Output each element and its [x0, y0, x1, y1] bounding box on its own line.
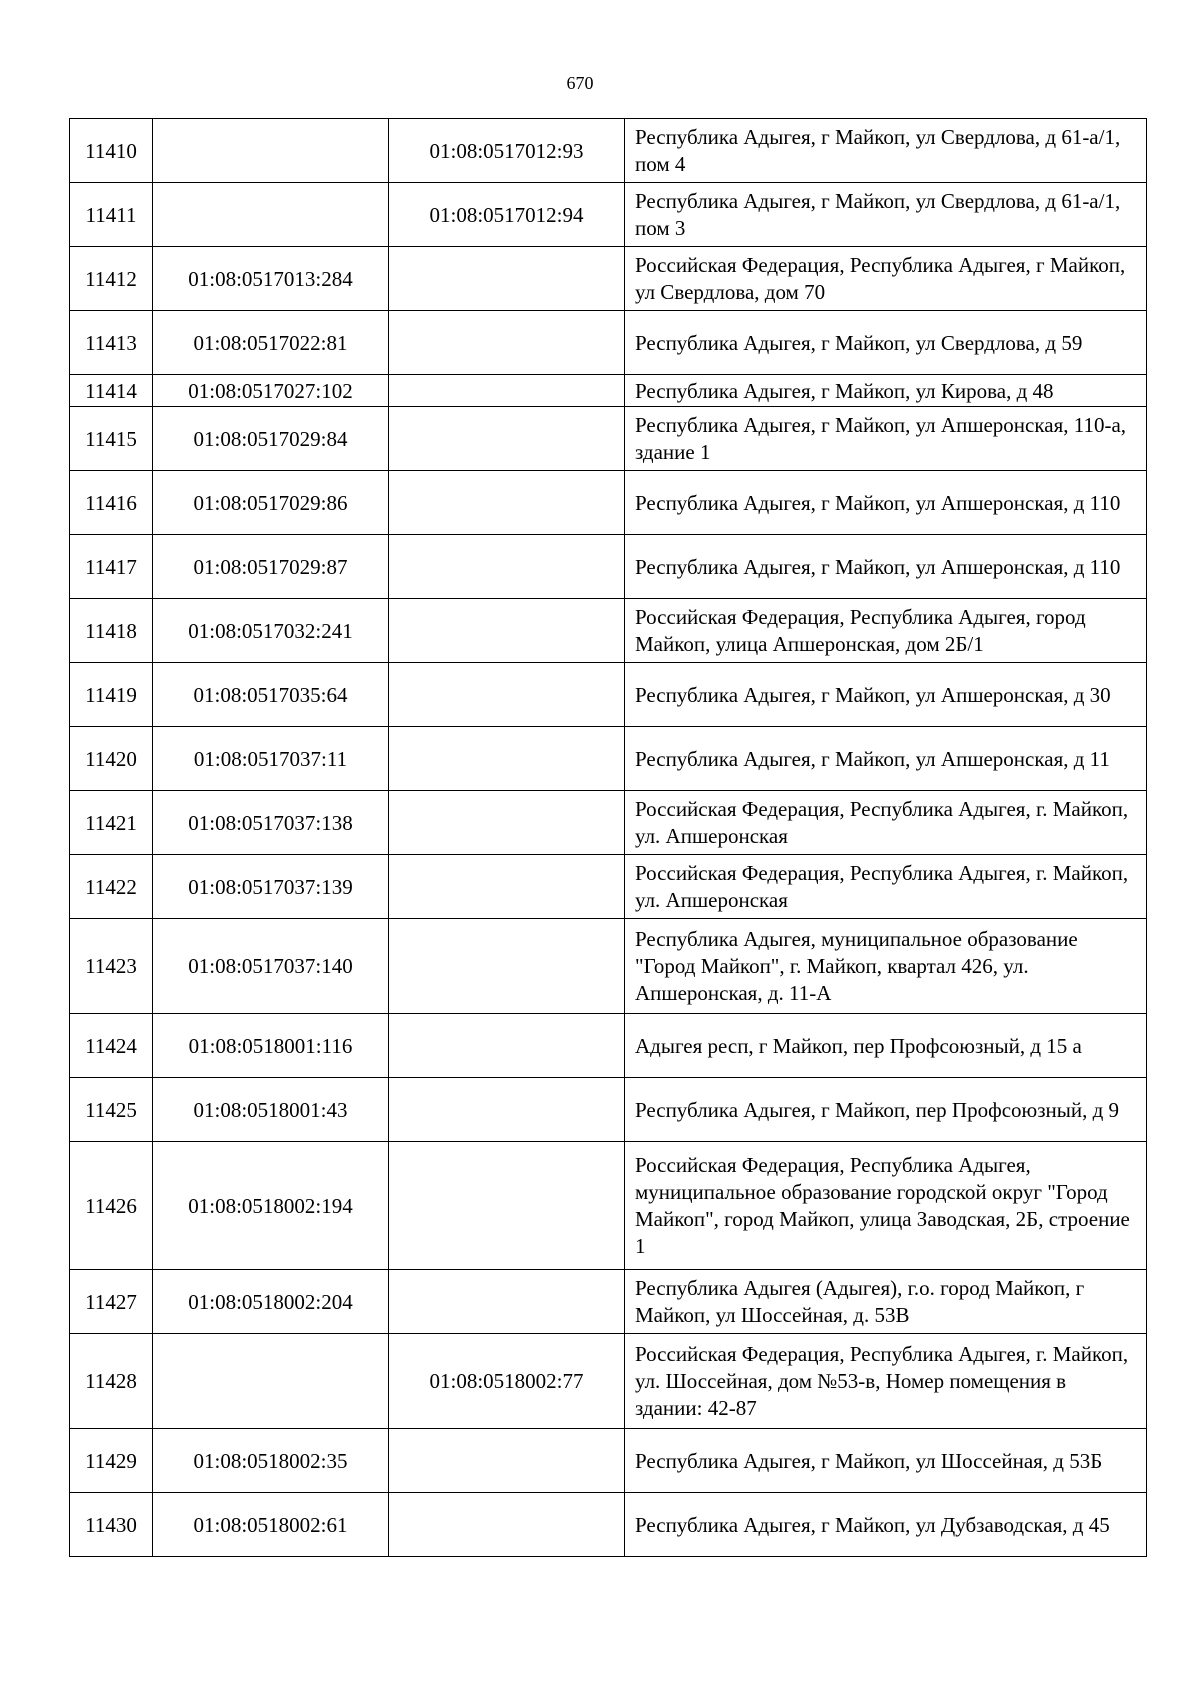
table-row — [70, 119, 1147, 183]
address-cell: Республика Адыгея, г Майкоп, ул Апшеронская, д 110 — [625, 535, 1147, 599]
row-number-cell: 11423 — [70, 919, 153, 1014]
cadastral-number-cell: 01:08:0518001:43 — [153, 1078, 389, 1142]
address-cell: Республика Адыгея, г Майкоп, ул Апшеронская, д 11 — [625, 727, 1147, 791]
address-cell: Республика Адыгея (Адыгея), г.о. город Майкоп, г Майкоп, ул Шоссейная, д. 53В — [625, 1270, 1147, 1334]
table-row — [70, 791, 1147, 855]
table-row — [70, 855, 1147, 919]
row-number-cell: 11415 — [70, 407, 153, 471]
address-cell: Российская Федерация, Республика Адыгея, город Майкоп, улица Апшеронская, дом 2Б/1 — [625, 599, 1147, 663]
premises-number-cell — [389, 407, 625, 471]
address-cell: Республика Адыгея, г Майкоп, ул Свердлова, д 61-а/1, пом 4 — [625, 119, 1147, 183]
row-number-cell: 11424 — [70, 1014, 153, 1078]
cadastral-number-cell: 01:08:0517037:140 — [153, 919, 389, 1014]
cadastral-number-cell: 01:08:0518002:35 — [153, 1429, 389, 1493]
premises-number-cell — [389, 1429, 625, 1493]
premises-number-cell — [389, 1078, 625, 1142]
table-row — [70, 375, 1147, 407]
row-number-cell: 11425 — [70, 1078, 153, 1142]
table-row — [70, 1429, 1147, 1493]
row-number-cell: 11426 — [70, 1142, 153, 1270]
premises-number-cell — [389, 663, 625, 727]
cadastral-number-cell: 01:08:0517037:139 — [153, 855, 389, 919]
address-cell: Адыгея респ, г Майкоп, пер Профсоюзный, д 15 а — [625, 1014, 1147, 1078]
row-number-cell: 11427 — [70, 1270, 153, 1334]
row-number-cell: 11414 — [70, 375, 153, 407]
address-cell: Республика Адыгея, г Майкоп, ул Кирова, д 48 — [625, 375, 1147, 407]
table-row — [70, 1142, 1147, 1270]
row-number-cell: 11419 — [70, 663, 153, 727]
cadastral-number-cell: 01:08:0517022:81 — [153, 311, 389, 375]
registry-table — [69, 118, 1147, 1557]
premises-number-cell: 01:08:0517012:93 — [389, 119, 625, 183]
cadastral-number-cell: 01:08:0517029:84 — [153, 407, 389, 471]
row-number-cell: 11418 — [70, 599, 153, 663]
table-row — [70, 535, 1147, 599]
cadastral-number-cell — [153, 1334, 389, 1429]
table-row — [70, 1493, 1147, 1557]
cadastral-number-cell — [153, 183, 389, 247]
table-row — [70, 599, 1147, 663]
row-number-cell: 11430 — [70, 1493, 153, 1557]
cadastral-number-cell — [153, 119, 389, 183]
cadastral-number-cell: 01:08:0517027:102 — [153, 375, 389, 407]
cadastral-number-cell: 01:08:0517037:138 — [153, 791, 389, 855]
address-cell: Республика Адыгея, г Майкоп, ул Апшеронская, д 110 — [625, 471, 1147, 535]
table-row — [70, 247, 1147, 311]
cadastral-number-cell: 01:08:0517037:11 — [153, 727, 389, 791]
address-cell: Российская Федерация, Республика Адыгея, г. Майкоп, ул. Апшеронская — [625, 791, 1147, 855]
address-cell: Республика Адыгея, г Майкоп, ул Апшеронская, д 30 — [625, 663, 1147, 727]
cadastral-number-cell: 01:08:0517035:64 — [153, 663, 389, 727]
row-number-cell: 11413 — [70, 311, 153, 375]
premises-number-cell — [389, 599, 625, 663]
cadastral-number-cell: 01:08:0518001:116 — [153, 1014, 389, 1078]
table-row — [70, 407, 1147, 471]
table-row — [70, 183, 1147, 247]
row-number-cell: 11411 — [70, 183, 153, 247]
address-cell: Республика Адыгея, г Майкоп, ул Свердлова, д 61-а/1, пом 3 — [625, 183, 1147, 247]
address-cell: Республика Адыгея, г Майкоп, ул Шоссейная, д 53Б — [625, 1429, 1147, 1493]
row-number-cell: 11417 — [70, 535, 153, 599]
premises-number-cell — [389, 919, 625, 1014]
premises-number-cell — [389, 535, 625, 599]
table-row — [70, 1334, 1147, 1429]
address-cell: Республика Адыгея, г Майкоп, ул Свердлова, д 59 — [625, 311, 1147, 375]
page-number: 670 — [566, 73, 594, 93]
row-number-cell: 11421 — [70, 791, 153, 855]
address-cell: Российская Федерация, Республика Адыгея, г. Майкоп, ул. Апшеронская — [625, 855, 1147, 919]
address-cell: Российская Федерация, Республика Адыгея, г. Майкоп, ул. Шоссейная, дом №53-в, Номер помещения в здании: 42-87 — [625, 1334, 1147, 1429]
premises-number-cell: 01:08:0517012:94 — [389, 183, 625, 247]
premises-number-cell — [389, 791, 625, 855]
premises-number-cell — [389, 1493, 625, 1557]
cadastral-number-cell: 01:08:0517013:284 — [153, 247, 389, 311]
address-cell: Республика Адыгея, муниципальное образование "Город Майкоп", г. Майкоп, квартал 426, ул. Апшеронская, д. 11-А — [625, 919, 1147, 1014]
premises-number-cell: 01:08:0518002:77 — [389, 1334, 625, 1429]
cadastral-number-cell: 01:08:0517032:241 — [153, 599, 389, 663]
table-row — [70, 727, 1147, 791]
row-number-cell: 11420 — [70, 727, 153, 791]
premises-number-cell — [389, 247, 625, 311]
premises-number-cell — [389, 311, 625, 375]
address-cell: Республика Адыгея, г Майкоп, ул Дубзаводская, д 45 — [625, 1493, 1147, 1557]
premises-number-cell — [389, 375, 625, 407]
row-number-cell: 11410 — [70, 119, 153, 183]
premises-number-cell — [389, 1270, 625, 1334]
premises-number-cell — [389, 855, 625, 919]
table-row — [70, 1270, 1147, 1334]
address-cell: Российская Федерация, Республика Адыгея, муниципальное образование городской округ "Город Майкоп", город Майкоп, улица Заводская, 2Б, строение 1 — [625, 1142, 1147, 1270]
address-cell: Республика Адыгея, г Майкоп, ул Апшеронская, 110-а, здание 1 — [625, 407, 1147, 471]
row-number-cell: 11416 — [70, 471, 153, 535]
row-number-cell: 11429 — [70, 1429, 153, 1493]
table-row — [70, 1014, 1147, 1078]
cadastral-number-cell: 01:08:0517029:86 — [153, 471, 389, 535]
row-number-cell: 11412 — [70, 247, 153, 311]
premises-number-cell — [389, 1142, 625, 1270]
cadastral-number-cell: 01:08:0518002:194 — [153, 1142, 389, 1270]
premises-number-cell — [389, 727, 625, 791]
table-row — [70, 311, 1147, 375]
premises-number-cell — [389, 471, 625, 535]
cadastral-number-cell: 01:08:0518002:61 — [153, 1493, 389, 1557]
address-cell: Российская Федерация, Республика Адыгея, г Майкоп, ул Свердлова, дом 70 — [625, 247, 1147, 311]
cadastral-number-cell: 01:08:0517029:87 — [153, 535, 389, 599]
table-row — [70, 919, 1147, 1014]
table-row — [70, 471, 1147, 535]
row-number-cell: 11422 — [70, 855, 153, 919]
table-row — [70, 663, 1147, 727]
row-number-cell: 11428 — [70, 1334, 153, 1429]
address-cell: Республика Адыгея, г Майкоп, пер Профсоюзный, д 9 — [625, 1078, 1147, 1142]
table-row — [70, 1078, 1147, 1142]
cadastral-number-cell: 01:08:0518002:204 — [153, 1270, 389, 1334]
premises-number-cell — [389, 1014, 625, 1078]
